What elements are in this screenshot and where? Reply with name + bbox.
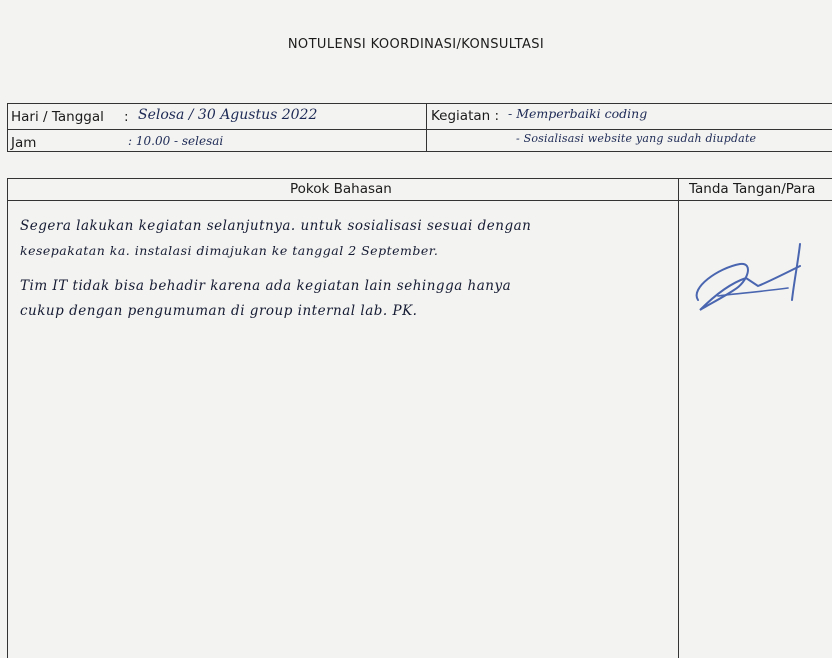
day-date-label: Hari / Tanggal — [11, 109, 104, 125]
activity-item: - Sosialisasi website yang sudah diupdate — [516, 132, 757, 145]
note-line: Tim IT tidak bisa behadir karena ada kegiatan lain sehingga hanya — [20, 278, 512, 294]
note-line: cukup dengan pengumuman di group internal lab. PK. — [20, 303, 418, 319]
day-date-colon: : — [124, 109, 129, 125]
signature-column-header: Tanda Tangan/Para — [689, 181, 816, 197]
header-row-divider — [8, 129, 426, 130]
day-date-value: Selosa / 30 Agustus 2022 — [138, 107, 318, 123]
header-row-divider-right — [426, 129, 832, 130]
header-table — [7, 103, 832, 152]
signature-column-divider — [678, 179, 679, 658]
document-title: NOTULENSI KOORDINASI/KONSULTASI — [287, 37, 545, 52]
header-column-divider — [426, 104, 427, 151]
note-line: kesepakatan ka. instalasi dimajukan ke tanggal 2 September. — [20, 243, 439, 258]
note-line: Segera lakukan kegiatan selanjutnya. untuk sosialisasi sesuai dengan — [20, 218, 532, 234]
notes-header-divider — [8, 200, 832, 201]
activity-label: Kegiatan : — [431, 108, 500, 124]
handwritten-signature — [688, 238, 818, 318]
topic-column-header: Pokok Bahasan — [290, 181, 392, 197]
activity-item: - Memperbaiki coding — [508, 106, 648, 121]
time-value: : 10.00 - selesai — [128, 134, 224, 148]
time-label: Jam — [11, 135, 37, 151]
